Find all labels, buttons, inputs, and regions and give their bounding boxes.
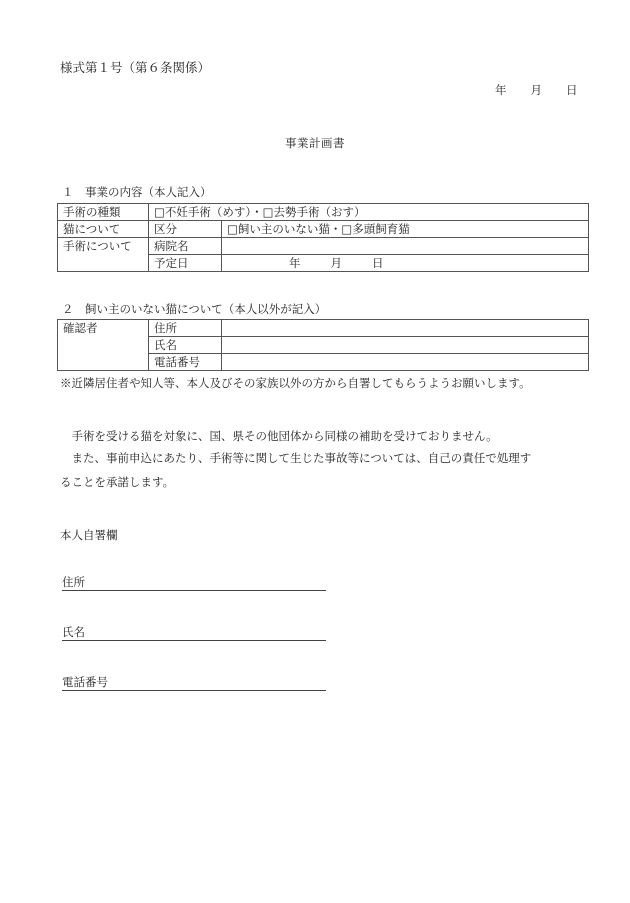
confirmer-name-field[interactable]	[222, 337, 589, 354]
confirmer-note: ※近隣居住者や知人等、本人及びその家族以外の方から自署してもらうようお願いします。	[60, 376, 531, 390]
table-row	[58, 320, 589, 337]
confirmer-address-label: 住所	[149, 320, 222, 337]
signature-phone-field[interactable]	[62, 674, 326, 691]
signature-phone-label: 電話番号	[62, 675, 108, 689]
signature-address-label: 住所	[62, 575, 85, 589]
section1-heading: １ 事業の内容（本人記入）	[62, 185, 212, 199]
table-row	[58, 221, 589, 238]
surgery-info-label: 手術について	[58, 238, 149, 272]
business-content-table	[57, 203, 589, 272]
signature-name-field[interactable]	[62, 624, 326, 641]
form-number: 様式第１号（第６条関係）	[60, 60, 211, 75]
declaration-paragraph-2: また、事前申込にあたり、手術等に関して生じた事故等については、自己の責任で処理す	[60, 451, 532, 465]
section2-heading: ２ 飼い主のいない猫について（本人以外が記入）	[62, 302, 327, 316]
signature-address-field[interactable]	[62, 574, 326, 591]
date-day-label: 日	[566, 83, 578, 97]
confirmer-phone-field[interactable]	[222, 354, 589, 371]
declaration-paragraph-3: ることを承諾します。	[60, 475, 175, 489]
category-options[interactable]: □飼い主のいない猫・□多頭飼育猫	[222, 221, 589, 238]
confirmer-name-label: 氏名	[149, 337, 222, 354]
confirmer-phone-label: 電話番号	[149, 354, 222, 371]
signature-section-heading: 本人自署欄	[60, 528, 118, 542]
category-label: 区分	[149, 221, 222, 238]
confirmer-label: 確認者	[58, 320, 149, 371]
scheduled-date-field[interactable]	[222, 255, 589, 272]
document-title: 事業計画書	[285, 136, 345, 150]
table-row	[58, 204, 589, 221]
signature-name-label: 氏名	[62, 625, 85, 639]
surgery-type-options[interactable]: □不妊手術（めす）・□去勢手術（おす）	[149, 204, 589, 221]
confirmer-address-field[interactable]	[222, 320, 589, 337]
scheduled-day-label: 日	[372, 256, 384, 270]
surgery-type-label: 手術の種類	[58, 204, 149, 221]
date-year-label: 年	[495, 83, 507, 97]
hospital-name-field[interactable]	[222, 238, 589, 255]
cat-info-label: 猫について	[58, 221, 149, 238]
scheduled-month-label: 月	[330, 256, 342, 270]
stray-cat-confirmer-table	[57, 319, 589, 371]
date-month-label: 月	[530, 83, 542, 97]
declaration-paragraph-1: 手術を受ける猫を対象に、国、県その他団体から同様の補助を受けておりません。	[60, 429, 498, 443]
submission-date	[495, 82, 578, 98]
scheduled-date-label: 予定日	[149, 255, 222, 272]
hospital-name-label: 病院名	[149, 238, 222, 255]
scheduled-year-label: 年	[289, 256, 301, 270]
table-row	[58, 238, 589, 255]
